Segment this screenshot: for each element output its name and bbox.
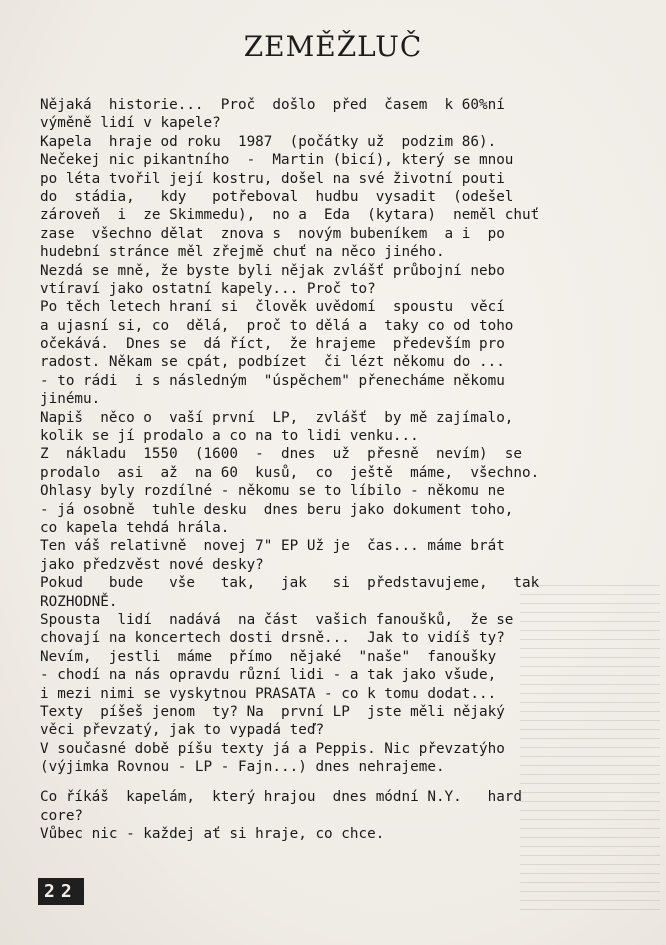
- text-line: radost. Někam se cpát, podbízet či lézt někomu do ...: [40, 354, 505, 371]
- text-line: Po těch letech hraní si člověk uvědomí spoustu věcí: [40, 299, 505, 316]
- text-line: jinému.: [40, 391, 101, 408]
- text-line: Vůbec nic - každej ať si hraje, co chce.: [40, 826, 385, 843]
- text-line: Kapela hraje od roku 1987 (počátky už podzim 86).: [40, 133, 497, 150]
- text-line: očekává. Dnes se dá říct, že hrajeme především pro: [40, 336, 505, 353]
- text-line: výměně lidí v kapele?: [40, 115, 221, 132]
- text-line: Spousta lidí nadává na část vašich fanoušků, že se: [40, 611, 514, 628]
- text-line: Nečekej nic pikantního - Martin (bicí), který se mnou: [40, 152, 514, 169]
- text-line: Nezdá se mně, že byste byli nějak zvlášť průbojní nebo: [40, 262, 505, 279]
- page-title: ZEMĚŽLUČ: [243, 30, 423, 63]
- text-line: Ohlasy byly rozdílné - někomu se to líbilo - někomu ne: [40, 483, 505, 500]
- page-number: 22: [38, 878, 84, 905]
- text-line: prodalo asi až na 60 kusů, co ještě máme, všechno.: [40, 464, 540, 481]
- text-line: - to rádi i s následným "úspěchem" přenecháme někomu: [40, 372, 505, 389]
- text-line: Z nákladu 1550 (1600 - dnes už přesně nevím) se: [40, 446, 523, 463]
- text-line: zase všechno dělat znova s novým bubeníkem a i po: [40, 225, 505, 242]
- text-line: Pokud bude vše tak, jak si představujeme, tak: [40, 575, 540, 592]
- text-line: hudební stránce měl zřejmě chuť na něco jiného.: [40, 244, 445, 261]
- interview-block-end: [40, 788, 640, 843]
- text-line: - chodí na nás opravdu různí lidi - a tak jako všude,: [40, 667, 497, 684]
- text-line: Ten váš relativně novej 7" EP Už je čas... máme brát: [40, 538, 505, 555]
- text-line: V současné době píšu texty já a Peppis. Nic převzatýho: [40, 740, 505, 757]
- text-line: jako předzvěst nové desky?: [40, 556, 264, 573]
- text-line: chovají na koncertech dosti drsně... Jak to vidíš ty?: [40, 630, 505, 647]
- text-line: po léta tvořil její kostru, došel na své životní pouti: [40, 170, 505, 187]
- text-line: Co říkáš kapelám, který hrajou dnes módní N.Y. hard: [40, 789, 523, 806]
- interview-block-main: [40, 96, 640, 776]
- text-line: i mezi nimi se vyskytnou PRASATA - co k tomu dodat...: [40, 685, 497, 702]
- paragraph-gap: [40, 776, 640, 788]
- text-line: Napiš něco o vaší první LP, zvlášť by mě zajímalo,: [40, 409, 514, 426]
- text-line: Nějaká historie... Proč došlo před časem k 60%ní: [40, 97, 505, 113]
- text-line: co kapela tehdá hrála.: [40, 519, 230, 536]
- text-line: ROZHODNĚ.: [40, 593, 118, 610]
- text-line: (výjimka Rovnou - LP - Fajn...) dnes nehrajeme.: [40, 759, 445, 776]
- text-line: - já osobně tuhle desku dnes beru jako dokument toho,: [40, 501, 514, 518]
- text-line: vtíraví jako ostatní kapely... Proč to?: [40, 280, 376, 297]
- interview-text: [40, 96, 640, 844]
- text-line: a ujasní si, co dělá, proč to dělá a taky co od toho: [40, 317, 514, 334]
- text-line: věci převzatý, jak to vypadá teď?: [40, 722, 325, 739]
- text-line: core?: [40, 807, 84, 824]
- text-line: kolik se jí prodalo a co na to lidi venku...: [40, 428, 419, 445]
- text-line: do stádia, kdy potřeboval hudbu vysadit (odešel: [40, 188, 514, 205]
- text-line: zároveň i ze Skimmedu), no a Eda (kytara) neměl chuť: [40, 207, 540, 224]
- text-line: Nevím, jestli máme přímo nějaké "naše" fanoušky: [40, 648, 497, 665]
- text-line: Texty píšeš jenom ty? Na první LP jste měli nějaký: [40, 703, 505, 720]
